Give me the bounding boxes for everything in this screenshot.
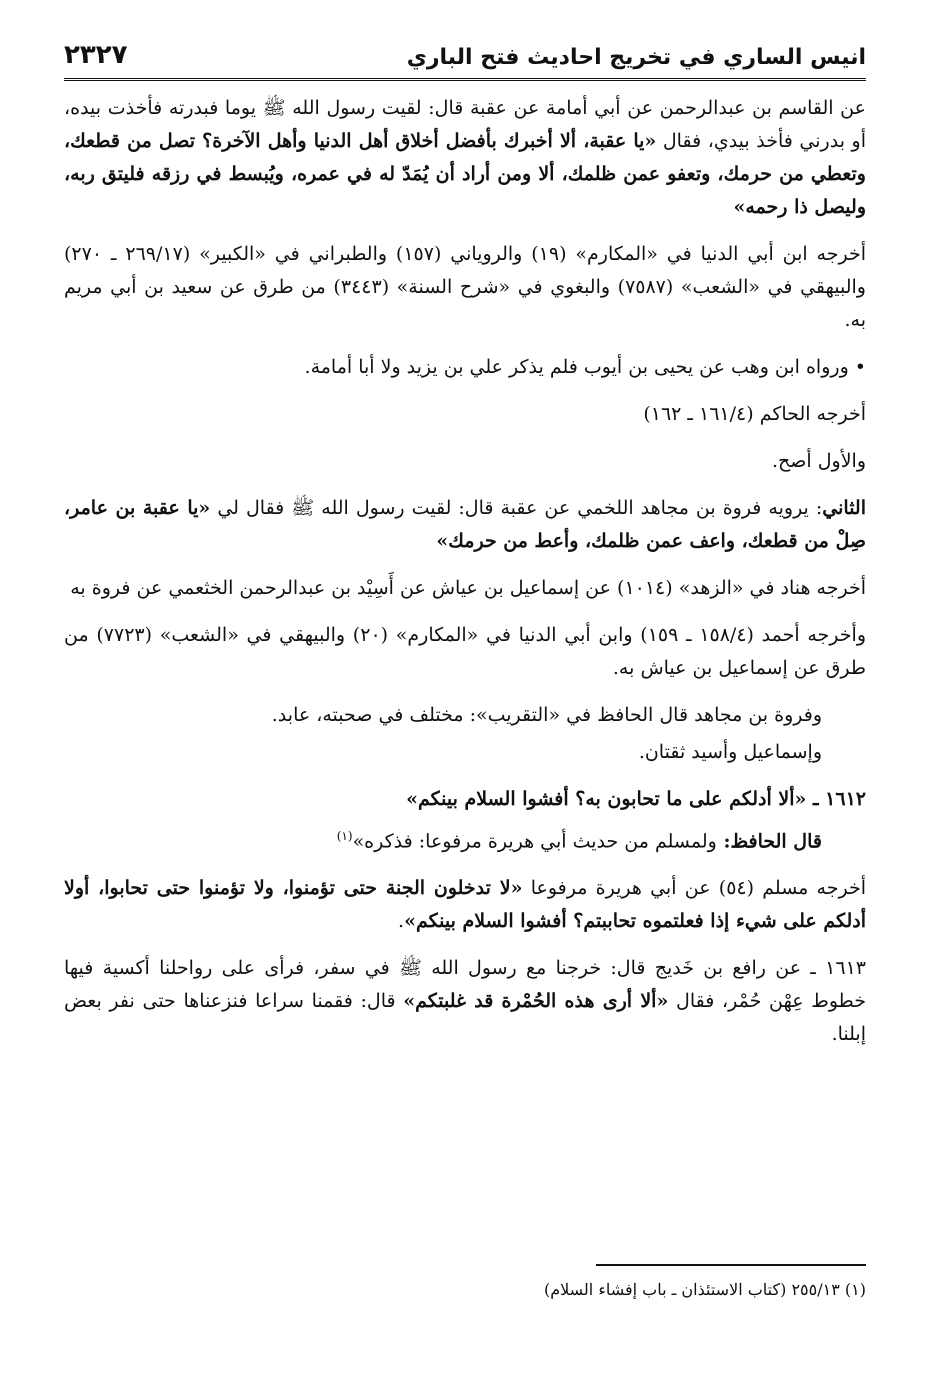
text-segment: وفروة بن مجاهد قال الحافظ في «التقريب»: مختلف في صحبته، عابد. (271, 704, 822, 726)
bold-text: «يا عقبة بن عامر، صِلْ من قطعك، واعف عمن ظلمك، وأعط من حرمك» (64, 497, 866, 552)
paragraph (64, 820, 866, 858)
paragraph (64, 783, 866, 816)
paragraph (64, 952, 866, 1051)
paragraph (64, 92, 866, 224)
text-segment: أخرجه هناد في «الزهد» (١٠١٤) عن إسماعيل بن عياش عن أَسِيْد بن عبدالرحمن الخثعمي عن فروة به (70, 577, 866, 599)
text-segment: : يرويه فروة بن مجاهد اللخمي عن عقبة قال: لقيت رسول الله ﷺ فقال لي (210, 497, 823, 519)
text-segment: عن القاسم بن عبدالرحمن عن أبي أمامة عن عقبة قال: لقيت رسول الله ﷺ يوما فبدرته فأخذت بيده، أو بدرني فأخذ بيدي، فقال (64, 97, 866, 152)
footnote-text: ٢٥٥/١٣ (كتاب الاستئذان ـ باب إفشاء السلام) (543, 1280, 840, 1299)
footnote-marker: (١) (844, 1280, 866, 1299)
paragraph (64, 492, 866, 558)
paragraph (64, 872, 866, 938)
bold-text: «يا عقبة، ألا أخبرك بأفضل أخلاق أهل الدنيا وأهل الآخرة؟ تصل من قطعك، وتعطي من حرمك، وتعفو عمن ظلمك، ألا ومن أراد أن يُمَدّ له في عمره، ويُبسط في رزقه فليتق ربه، وليصل ذا رحمه» (64, 130, 866, 218)
paragraph (64, 398, 866, 431)
page-body (64, 92, 866, 1065)
bold-text: «لا تدخلون الجنة حتى تؤمنوا، ولا تؤمنوا حتى تحابوا، أولا أدلكم على شيء إذا فعلتموه تحاببتم؟ أفشوا السلام بينكم» (64, 877, 866, 933)
header-divider (64, 78, 866, 81)
text-segment: أخرجه مسلم (٥٤) عن أبي هريرة مرفوعا (522, 877, 866, 900)
paragraph (64, 736, 866, 769)
paragraph (64, 699, 866, 732)
paragraph (64, 572, 866, 605)
text-segment: وإسماعيل وأسيد ثقتان. (638, 741, 822, 763)
text-segment: أخرجه ابن أبي الدنيا في «المكارم» (١٩) والروياني (١٥٧) والطبراني في «الكبير» (٢٦٩/١٧ ـ ٢٧٠) والبيهقي في «الشعب» (٧٥٨٧) والبغوي في «شرح السنة» (٣٤٤٣) من طرق عن سعيد بن أبي مريم به. (64, 243, 866, 331)
paragraph (64, 619, 866, 685)
text-segment: ولمسلم من حديث أبي هريرة مرفوعا: فذكره» (352, 830, 717, 853)
text-segment: ١٦١٣ ـ عن رافع بن خَديج قال: خرجنا مع رسول الله ﷺ في سفر، فرأى على رواحلنا أكسية فيها خطوط عِهْن حُمْر، فقال (64, 957, 866, 1013)
bold-text: قال الحافظ: (716, 830, 822, 853)
footnote-divider (596, 1264, 866, 1266)
text-segment: . (398, 910, 405, 933)
text-segment: وأخرجه أحمد (١٥٨/٤ ـ ١٥٩) وابن أبي الدنيا في «المكارم» (٢٠) والبيهقي في «الشعب» (٧٧٢٣) من طرق عن إسماعيل بن عياش به. (64, 624, 866, 679)
page-number: ٢٣٢٧ (64, 40, 128, 70)
text-segment: والأول أصح. (771, 450, 866, 472)
footnote-ref: (١) (336, 829, 353, 843)
footnote (64, 1278, 866, 1302)
text-segment: أخرجه الحاكم (١٦١/٤ ـ ١٦٢) (643, 403, 866, 425)
paragraph (64, 238, 866, 337)
book-title: انيس الساري في تخريج احاديث فتح الباري (406, 45, 866, 70)
text-segment: قال: فقمنا سراعا فنزعناها حتى نفر بعض إبلنا. (64, 990, 866, 1046)
text-segment: ورواه ابن وهب عن يحيى بن أيوب فلم يذكر علي بن يزيد ولا أبا أمامة. (304, 356, 849, 378)
paragraph (64, 351, 866, 384)
bold-text: الثاني (822, 497, 866, 519)
page-header (64, 30, 866, 70)
bold-text: ١٦١٢ ـ «ألا أدلكم على ما تحابون به؟ أفشوا السلام بينكم» (406, 788, 866, 810)
paragraph (64, 445, 866, 478)
bold-text: «ألا أرى هذه الحُمْرة قد غلبتكم» (403, 990, 669, 1013)
